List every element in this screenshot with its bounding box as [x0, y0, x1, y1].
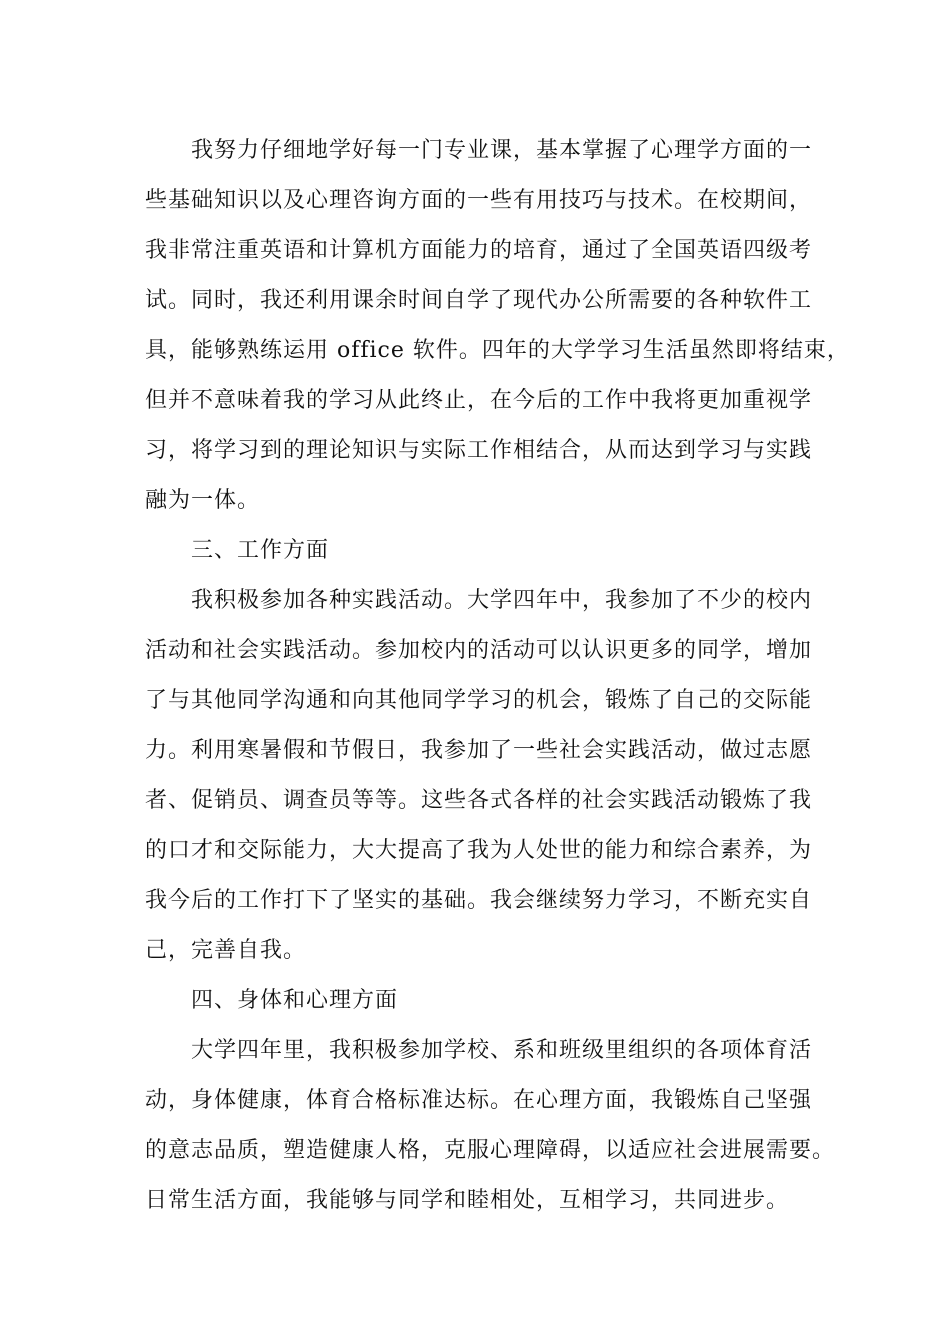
- paragraph-line: 了与其他同学沟通和向其他同学学习的机会，锻炼了自己的交际能: [145, 688, 813, 713]
- paragraph-line: 活动和社会实践活动。参加校内的活动可以认识更多的同学，增加: [145, 638, 813, 663]
- paragraph-line: 习，将学习到的理论知识与实际工作相结合，从而达到学习与实践: [145, 438, 813, 463]
- paragraph-line: 试。同时，我还利用课余时间自学了现代办公所需要的各种软件工: [145, 288, 813, 313]
- paragraph-line: 动，身体健康，体育合格标准达标。在心理方面，我锻炼自己坚强: [145, 1088, 813, 1113]
- paragraph-line: 己，完善自我。: [145, 938, 307, 963]
- paragraph-line: 但并不意味着我的学习从此终止，在今后的工作中我将更加重视学: [145, 388, 813, 413]
- section-heading-work: 三、工作方面: [191, 538, 330, 563]
- paragraph-line: 的口才和交际能力，大大提高了我为人处世的能力和综合素养，为: [145, 838, 813, 863]
- document-body: [145, 126, 850, 1226]
- paragraph-line: 融为一体。: [145, 488, 261, 513]
- section-heading-body-mind: 四、身体和心理方面: [191, 988, 399, 1013]
- paragraph-line: 我努力仔细地学好每一门专业课，基本掌握了心理学方面的一: [191, 138, 813, 163]
- paragraph-line: 具，能够熟练运用 office 软件。四年的大学学习生活虽然即将结束，: [145, 338, 850, 363]
- paragraph-line: 我非常注重英语和计算机方面能力的培育，通过了全国英语四级考: [145, 238, 813, 263]
- paragraph-line: 大学四年里，我积极参加学校、系和班级里组织的各项体育活: [191, 1038, 813, 1063]
- paragraph-line: 力。利用寒暑假和节假日，我参加了一些社会实践活动，做过志愿: [145, 738, 813, 763]
- paragraph-line: 者、促销员、调查员等等。这些各式各样的社会实践活动锻炼了我: [145, 788, 813, 813]
- paragraph-line: 我今后的工作打下了坚实的基础。我会继续努力学习，不断充实自: [145, 888, 813, 913]
- paragraph-line: 些基础知识以及心理咨询方面的一些有用技巧与技术。在校期间，: [145, 188, 813, 213]
- paragraph-line: 的意志品质，塑造健康人格，克服心理障碍，以适应社会进展需要。: [145, 1138, 836, 1163]
- paragraph-line: 日常生活方面，我能够与同学和睦相处，互相学习，共同进步。: [145, 1188, 790, 1213]
- paragraph-line: 我积极参加各种实践活动。大学四年中，我参加了不少的校内: [191, 588, 813, 613]
